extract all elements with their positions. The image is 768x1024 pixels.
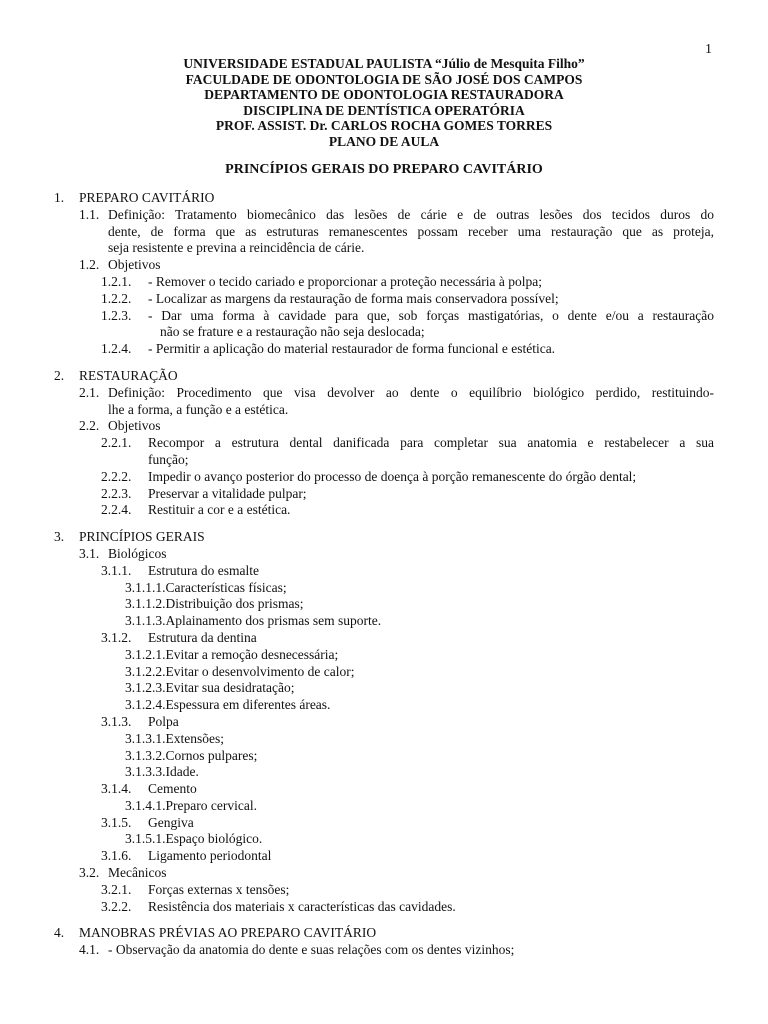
item-text: - Permitir a aplicação do material restaurador de forma funcional e estética. [148,341,556,357]
header-faculty: FACULDADE DE ODONTOLOGIA DE SÃO JOSÉ DOS CAMPOS [185,71,583,87]
item-number: 3.1.2. [101,629,132,645]
item-number: 2.2.4. [101,502,132,518]
item-text: 3.1.1.2.Distribuição dos prismas; [125,596,304,612]
item-text: - Observação da anatomia do dente e suas relações com os dentes vizinhos; [108,942,515,958]
list-subitem [0,848,768,865]
item-text: Cemento [148,781,197,797]
list-subsubitem [0,664,768,681]
item-number: 3.1.4. [101,781,132,797]
item-text: Estrutura da dentina [148,629,257,645]
list-subitem [0,274,768,291]
list-subsubitem [0,613,768,630]
item-number: 3.1.1. [101,562,132,578]
item-text: Impedir o avanço posterior do processo de doença à porção remanescente do órgão dental; [148,468,637,484]
item-text: 3.1.3.3.Idade. [125,764,199,780]
item-text: Polpa [148,713,179,729]
list-subitem [0,291,768,308]
list-subitem [0,630,768,647]
list-subsubitem [0,831,768,848]
list-subsubitem [0,596,768,613]
document-header [0,56,768,150]
page-number: 1 [705,42,712,57]
list-subsubitem [0,647,768,664]
list-subitem [0,882,768,899]
item-number: 3.1.3. [101,713,132,729]
list-item-continuation [0,324,768,341]
section-label: MANOBRAS PRÉVIAS AO PREPARO CAVITÁRIO [79,925,377,941]
item-text: Biológicos [108,545,167,561]
header-professor: PROF. ASSIST. Dr. CARLOS ROCHA GOMES TORRES [215,118,553,134]
item-text: 3.1.2.3.Evitar sua desidratação; [125,680,295,696]
section-number: 4. [54,925,65,941]
section-number: 1. [54,190,65,205]
item-text: Gengiva [148,814,194,830]
item-text: - Dar uma forma à cavidade para que, sob forças mastigatórias, o dente e/ou a restauração [148,307,714,323]
section-heading [0,190,768,207]
item-text: Preservar a vitalidade pulpar; [148,485,307,501]
list-subsubitem [0,680,768,697]
list-item-continuation [0,224,768,241]
list-subitem [0,815,768,832]
list-item [0,865,768,882]
item-number: 2.2. [79,418,100,434]
list-subsubitem [0,764,768,781]
item-number: 1.2.1. [101,273,132,289]
list-subitem [0,308,768,325]
item-text: Objetivos [108,257,161,273]
item-number: 3.2. [79,865,100,881]
list-subsubitem [0,798,768,815]
item-text: - Localizar as margens da restauração de forma mais conservadora possível; [148,290,559,306]
item-text: 3.1.3.2.Cornos pulpares; [125,747,258,763]
list-item [0,942,768,959]
item-text: dente, de forma que as estruturas remanescentes possam receber uma restauração que as proteja, [108,223,714,239]
list-subsubitem [0,697,768,714]
list-item [0,257,768,274]
item-number: 2.2.1. [101,435,132,451]
item-text: Resistência dos materiais x características das cavidades. [148,898,456,914]
header-discipline: DISCIPLINA DE DENTÍSTICA OPERATÓRIA [243,102,525,118]
section-heading [0,529,768,546]
item-number: 4.1. [79,942,100,958]
item-number: 3.1.5. [101,814,132,830]
item-text: função; [148,451,189,467]
item-text: Ligamento periodontal [148,848,272,864]
list-item-continuation [0,240,768,257]
item-text: 3.1.4.1.Preparo cervical. [125,797,257,813]
section-number: 2. [54,367,65,383]
list-subitem [0,469,768,486]
item-number: 3.2.1. [101,881,132,897]
item-number: 3.1.6. [101,848,132,864]
item-text: Mecânicos [108,865,167,881]
list-subitem [0,714,768,731]
item-text: 3.1.5.1.Espaço biológico. [125,831,263,847]
item-number: 2.2.2. [101,468,132,484]
item-number: 2.1. [79,384,100,400]
list-item [0,418,768,435]
item-text: 3.1.1.1.Características físicas; [125,579,287,595]
item-text: 3.1.3.1.Extensões; [125,730,224,746]
section-heading [0,925,768,942]
section-heading [0,368,768,385]
list-item-continuation [0,452,768,469]
item-number: 1.1. [79,206,100,222]
outline-body [0,190,768,959]
list-subitem [0,563,768,580]
item-text: Definição: Tratamento biomecânico das lesões de cárie e de outras lesões dos tecidos duros do [108,206,714,222]
list-subsubitem [0,580,768,597]
item-text: não se frature e a restauração não seja deslocada; [160,324,425,340]
header-plan: PLANO DE AULA [328,133,440,149]
item-text: seja resistente e previna a reincidência de cárie. [108,240,365,256]
item-number: 1.2.3. [101,307,132,323]
item-text: 3.1.2.2.Evitar o desenvolvimento de calor; [125,663,355,679]
list-item [0,207,768,224]
list-subitem [0,899,768,916]
document-title: PRINCÍPIOS GERAIS DO PREPARO CAVITÁRIO [225,162,543,177]
list-subsubitem [0,748,768,765]
list-subitem [0,486,768,503]
item-number: 1.2.4. [101,341,132,357]
item-text: - Remover o tecido cariado e proporcionar a proteção necessária à polpa; [148,273,542,289]
item-text: Restituir a cor e a estética. [148,502,291,518]
item-number: 1.2. [79,257,100,273]
list-item-continuation [0,402,768,419]
section-number: 3. [54,529,65,545]
item-text: 3.1.2.1.Evitar a remoção desnecessária; [125,646,339,662]
item-text: Recompor a estrutura dental danificada para completar sua anatomia e restabelecer a sua [148,435,714,451]
item-text: Forças externas x tensões; [148,881,290,897]
item-text: 3.1.2.4.Espessura em diferentes áreas. [125,697,331,713]
section-label: PRINCÍPIOS GERAIS [79,529,205,545]
item-number: 3.1. [79,545,100,561]
list-item [0,385,768,402]
item-text: lhe a forma, a função e a estética. [108,401,289,417]
list-subitem [0,502,768,519]
list-subsubitem [0,731,768,748]
list-item [0,546,768,563]
list-subitem [0,435,768,452]
item-text: 3.1.1.3.Aplainamento dos prismas sem suporte. [125,613,382,629]
header-university: UNIVERSIDADE ESTADUAL PAULISTA “Júlio de Mesquita Filho” [183,56,585,71]
section-label: RESTAURAÇÃO [79,367,178,383]
item-number: 2.2.3. [101,485,132,501]
item-number: 1.2.2. [101,290,132,306]
item-text: Definição: Procedimento que visa devolver ao dente o equilíbrio biológico perdido, restituindo- [108,384,714,400]
item-number: 3.2.2. [101,898,132,914]
section-label: PREPARO CAVITÁRIO [79,190,215,205]
header-department: DEPARTAMENTO DE ODONTOLOGIA RESTAURADORA [204,87,564,103]
item-text: Estrutura do esmalte [148,562,259,578]
list-subitem [0,341,768,358]
item-text: Objetivos [108,418,161,434]
list-subitem [0,781,768,798]
